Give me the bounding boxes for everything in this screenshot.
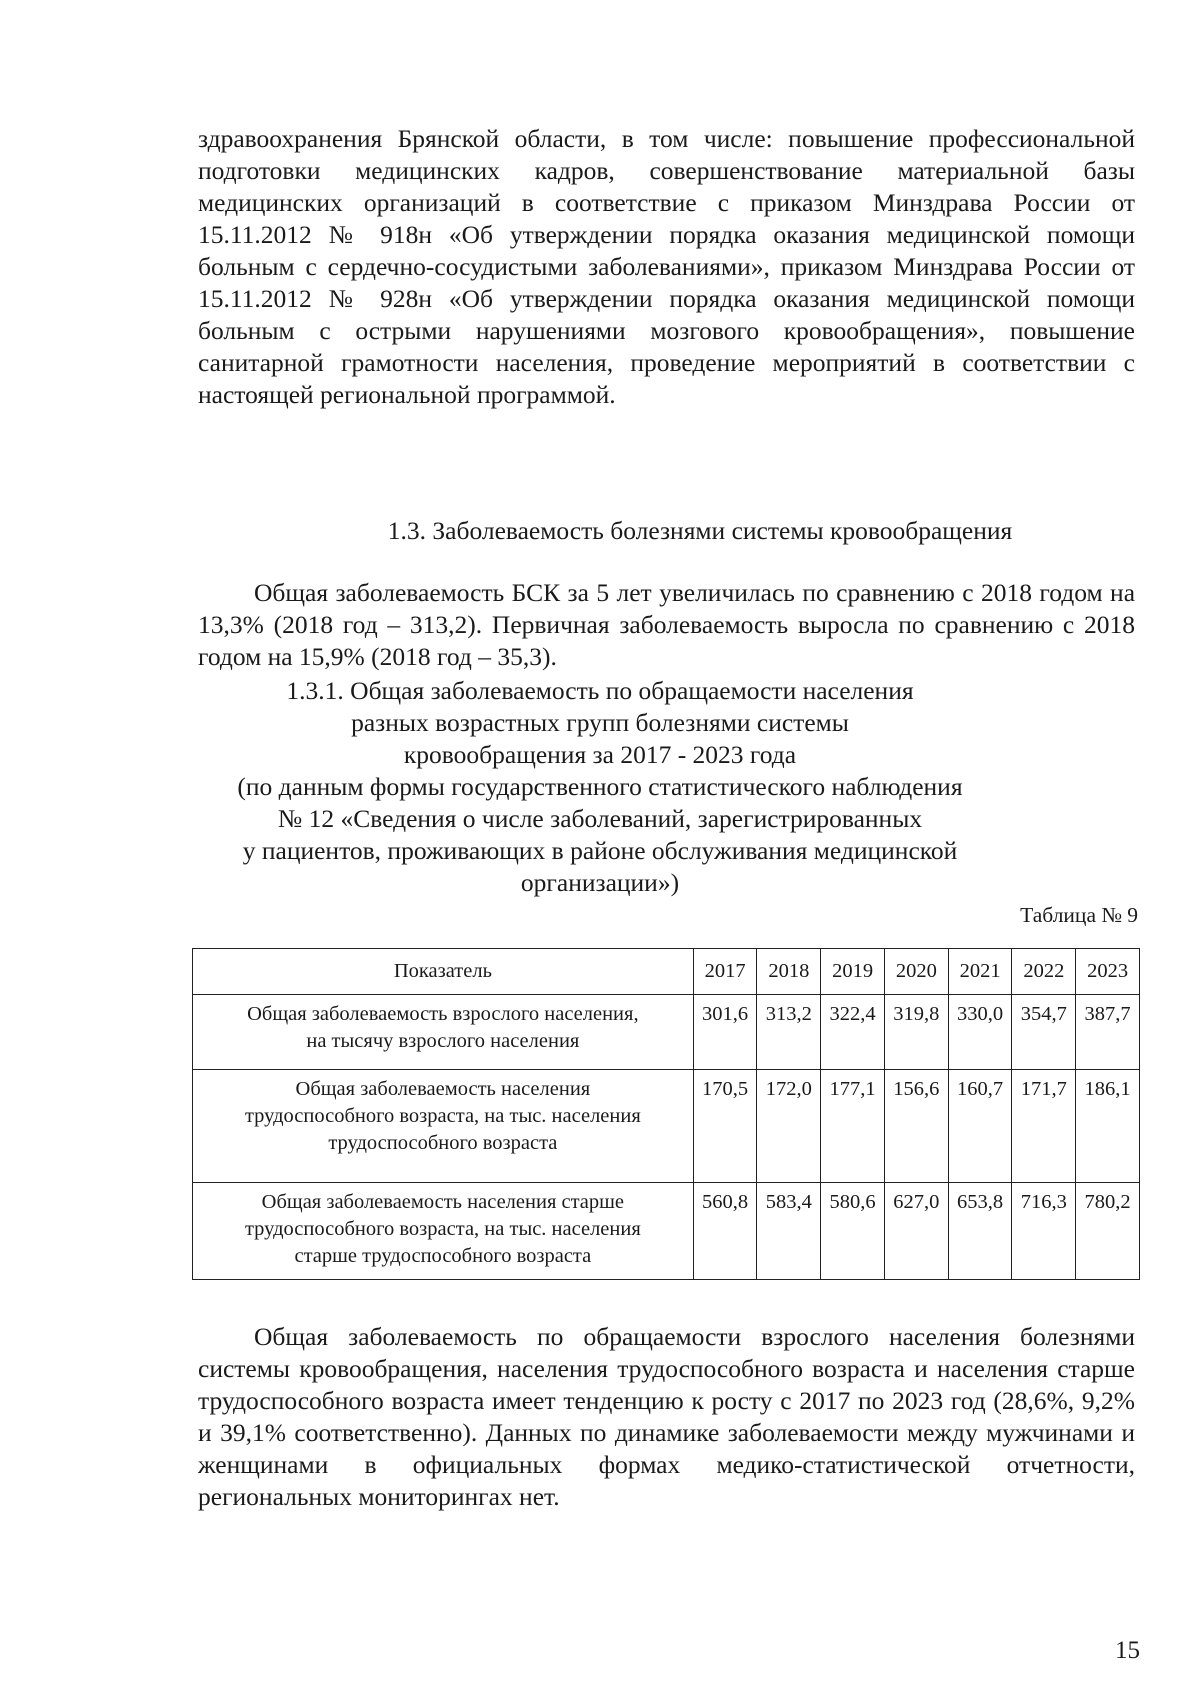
conclusion-line: год (28,6%, 9,2% и 39,1% соответственно). Данных по динамике [198, 1386, 1135, 1447]
page-number: 15 [1115, 1637, 1140, 1664]
table-cell: 170,5 [693, 1070, 757, 1183]
table-cell: 171,7 [1012, 1070, 1076, 1183]
table-cell: 583,4 [757, 1183, 821, 1280]
header-year: 2017 [693, 949, 757, 995]
section-heading: 1.3. Заболеваемость болезнями системы кровообращения [387, 516, 1013, 545]
table-title-line: кровообращения за 2017 - 2023 года [403, 740, 797, 769]
table-cell: 330,0 [948, 995, 1012, 1070]
table-caption: Таблица № 9 [1020, 903, 1138, 927]
table-row [193, 995, 1140, 1070]
table-title-line: разных возрастных групп болезнями системы [351, 708, 849, 737]
row-label [193, 1070, 694, 1183]
summary-line: Общая заболеваемость БСК за 5 лет увеличилась по сравнению с 2018 [254, 578, 1032, 607]
row-label-line: старше трудоспособного возраста [294, 1245, 592, 1267]
summary-paragraph [198, 577, 1135, 673]
table-cell: 156,6 [884, 1070, 948, 1183]
row-label-line: трудоспособного возраста, на тыс. населения [244, 1105, 641, 1127]
morbidity-table [192, 948, 1140, 1280]
table-cell: 313,2 [757, 995, 821, 1070]
conclusion-line: Общая заболеваемость по обращаемости взрослого населения болезнями [254, 1322, 1135, 1351]
table-cell: 322,4 [821, 995, 885, 1070]
table-title-line: № 12 «Сведения о числе заболеваний, зарегистрированных [277, 804, 923, 833]
table-cell: 301,6 [693, 995, 757, 1070]
row-label-line: трудоспособного возраста [328, 1132, 558, 1154]
table-cell: 177,1 [821, 1070, 885, 1183]
table-title-line: (по данным формы государственного статистического наблюдения [237, 772, 963, 801]
header-year: 2023 [1076, 949, 1140, 995]
table-cell: 319,8 [884, 995, 948, 1070]
header-indicator: Показатель [193, 949, 694, 995]
intro-line: профессиональной подготовки медицинских кадров, совершенствование [198, 124, 1135, 185]
table-row [193, 1183, 1140, 1280]
intro-line: Минздрава России от 15.11.2012 № 918н «Об утверждении порядка оказания [198, 188, 1135, 249]
table-header-row [193, 949, 1140, 995]
intro-line: кровообращения», повышение санитарной грамотности населения, [198, 316, 1135, 377]
row-label-line: Общая заболеваемость населения [295, 1078, 591, 1100]
intro-line: проведение мероприятий в соответствии с настоящей региональной [198, 348, 1135, 409]
row-label-line: Общая заболеваемость населения старше [261, 1191, 625, 1213]
table-cell: 560,8 [693, 1183, 757, 1280]
header-year: 2021 [948, 949, 1012, 995]
table-title-line: у пациентов, проживающих в районе обслуживания медицинской [242, 836, 958, 865]
summary-line: годом на 13,3% (2018 год – 313,2). Первичная заболеваемость выросла по [198, 578, 1136, 639]
row-label [193, 995, 694, 1070]
conclusion-paragraph [198, 1321, 1135, 1513]
intro-line: приказом Минздрава России от 15.11.2012 № 928н «Об утверждении порядка [198, 252, 1136, 313]
conclusion-line: медико-статистической отчетности, региональных мониторингах нет. [198, 1450, 1135, 1511]
table-title-line: 1.3.1. Общая заболеваемость по обращаемости населения [286, 676, 914, 705]
intro-line: материальной базы медицинских организаций в соответствие с приказом [198, 156, 1136, 217]
row-label-line: на тысячу взрослого населения [306, 1030, 580, 1052]
table-title-line: организации») [520, 868, 680, 897]
table-cell: 780,2 [1076, 1183, 1140, 1280]
table-cell: 627,0 [884, 1183, 948, 1280]
table-cell: 716,3 [1012, 1183, 1076, 1280]
table-cell: 653,8 [948, 1183, 1012, 1280]
table-cell: 387,7 [1076, 995, 1140, 1070]
table-title [0, 675, 1200, 899]
intro-line: программой. [476, 380, 616, 409]
header-year: 2022 [1012, 949, 1076, 995]
table-cell: 580,6 [821, 1183, 885, 1280]
row-label-line: Общая заболеваемость взрослого населения, [247, 1003, 639, 1025]
summary-line: сравнению с 2018 годом на 15,9% (2018 год – 35,3). [198, 610, 1135, 671]
intro-line: медицинской помощи больным с сердечно-сосудистыми заболеваниями», [198, 220, 1135, 281]
intro-line: здравоохранения Брянской области, в том числе: повышение [198, 124, 914, 153]
table-cell: 186,1 [1076, 1070, 1140, 1183]
table-cell: 160,7 [948, 1070, 1012, 1183]
row-label [193, 1183, 694, 1280]
header-year: 2020 [884, 949, 948, 995]
conclusion-line: заболеваемости между мужчинами и женщинами в официальных формах [198, 1418, 1136, 1479]
table-cell: 172,0 [757, 1070, 821, 1183]
header-year: 2018 [757, 949, 821, 995]
intro-line: оказания медицинской помощи больным с острыми нарушениями мозгового [198, 284, 1135, 345]
conclusion-line: старше трудоспособного возраста имеет тенденцию к росту с 2017 по 2023 [198, 1354, 1135, 1415]
intro-paragraph [198, 123, 1135, 411]
conclusion-line: системы кровообращения, населения трудоспособного возраста и населения [198, 1354, 1048, 1383]
row-label-line: трудоспособного возраста, на тыс. населения [244, 1218, 641, 1240]
table-row [193, 1070, 1140, 1183]
header-year: 2019 [821, 949, 885, 995]
table-cell: 354,7 [1012, 995, 1076, 1070]
